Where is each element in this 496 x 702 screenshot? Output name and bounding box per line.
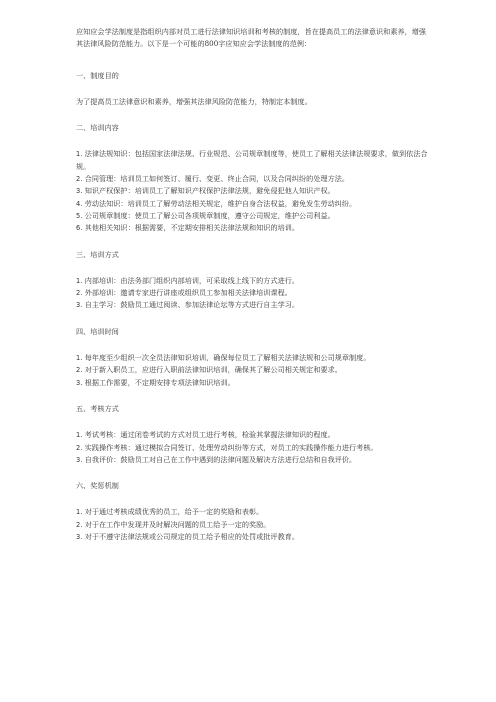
list-item [76, 519, 432, 531]
item-number: 5. [76, 211, 83, 220]
item-number: 1. [76, 508, 83, 517]
item-number: 4. [76, 199, 83, 208]
item-number: 3. [76, 301, 83, 310]
section-heading: 三、培训方式 [76, 249, 119, 259]
section-heading: 六、奖惩机制 [76, 481, 119, 491]
item-text: 合同管理：培训员工如何签订、履行、变更、终止合同，以及合同纠纷的处理方法。 [84, 174, 350, 184]
item-text: 对于在工作中发现并及时解决问题的员工给予一定的奖励。 [84, 519, 271, 529]
item-number: 1. [76, 431, 83, 440]
item-text: 内部培训：由法务部门组织内部培训，可采取线上线下的方式进行。 [84, 275, 300, 285]
item-number: 2. [76, 289, 83, 298]
list-item [76, 442, 432, 454]
section-heading: 五、考核方式 [76, 403, 119, 413]
item-number: 2. [76, 175, 83, 184]
list-item [76, 198, 432, 210]
list-item [76, 454, 432, 466]
list-item [76, 352, 432, 364]
list-item [76, 148, 432, 173]
item-text: 对于新入职员工，应进行入职前法律知识培训，确保其了解公司相关规定和要求。 [84, 365, 342, 375]
item-text: 自我评价：鼓励员工对自己在工作中遇到的法律问题及解决方法进行总结和自我评价。 [84, 454, 357, 464]
item-text: 每年度至少组织一次全员法律知识培训，确保每位员工了解相关法律法规和公司规章制度。 [84, 353, 371, 363]
section-heading: 一、制度目的 [76, 70, 119, 80]
item-text: 劳动法知识：培训员工了解劳动法相关规定，维护自身合法权益，避免发生劳动纠纷。 [84, 198, 357, 208]
list-item [76, 506, 432, 518]
item-number: 6. [76, 224, 83, 233]
section-paragraph: 为了提高员工法律意识和素养，增强其法律风险防范能力，特制定本制度。 [76, 96, 312, 106]
list-item [76, 364, 432, 376]
item-text: 对于通过考核成绩优秀的员工，给予一定的奖励和表彰。 [84, 507, 264, 517]
item-number: 2. [76, 520, 83, 529]
section-heading: 二、培训内容 [76, 123, 119, 133]
item-text: 外部培训：邀请专家进行讲座或组织员工参加相关法律培训课程。 [84, 288, 292, 298]
intro-paragraph: 应知应会学法制度是指组织内部对员工进行法律知识培训和考核的制度，旨在提高员工的法律意识和素养，增强其法律风险防范能力。以下是一个可能的800字应知应会学法制度的范例： [76, 27, 427, 49]
assessment-method-list [76, 429, 432, 466]
item-text: 考试考核：通过闭卷考试的方式对员工进行考核，检验其掌握法律知识的程度。 [84, 430, 335, 440]
reward-penalty-list [76, 506, 432, 543]
item-text: 公司规章制度：使员工了解公司各项规章制度，遵守公司规定，维护公司利益。 [84, 210, 335, 220]
list-item [76, 185, 432, 197]
list-item [76, 429, 432, 441]
document-page [76, 26, 432, 557]
list-item [76, 287, 432, 299]
list-item [76, 275, 432, 287]
list-item [76, 173, 432, 185]
item-number: 3. [76, 378, 83, 387]
item-text: 自主学习：鼓励员工通过阅读、参加法律论坛等方式进行自主学习。 [84, 300, 300, 310]
list-item [76, 377, 432, 389]
list-item [76, 299, 432, 311]
item-text: 知识产权保护：培训员工了解知识产权保护法律法规，避免侵犯他人知识产权。 [84, 186, 335, 196]
training-method-list [76, 275, 432, 312]
item-number: 1. [76, 354, 83, 363]
item-number: 2. [76, 443, 83, 452]
list-item [76, 531, 432, 543]
item-number: 1. [76, 150, 83, 159]
item-text: 根据工作需要，不定期安排专项法律知识培训。 [84, 377, 235, 387]
item-text: 实践操作考核：通过模拟合同签订、处理劳动纠纷等方式，对员工的实践操作能力进行考核。 [84, 442, 378, 452]
section-heading: 四、培训时间 [76, 326, 119, 336]
item-text: 法律法规知识：包括国家法律法规、行业规范、公司规章制度等，使员工了解相关法律法规要求，做到依法合规。 [76, 149, 428, 171]
list-item [76, 222, 432, 234]
item-number: 3. [76, 533, 83, 542]
item-text: 其他相关知识：根据需要，不定期安排相关法律法规和知识的培训。 [84, 223, 300, 233]
item-number: 1. [76, 276, 83, 285]
item-number: 3. [76, 187, 83, 196]
item-number: 2. [76, 366, 83, 375]
item-number: 3. [76, 455, 83, 464]
item-text: 对于不遵守法律法规或公司规定的员工给予相应的处罚或批评教育。 [84, 532, 300, 542]
list-item [76, 210, 432, 222]
training-content-list [76, 148, 432, 234]
training-time-list [76, 352, 432, 389]
